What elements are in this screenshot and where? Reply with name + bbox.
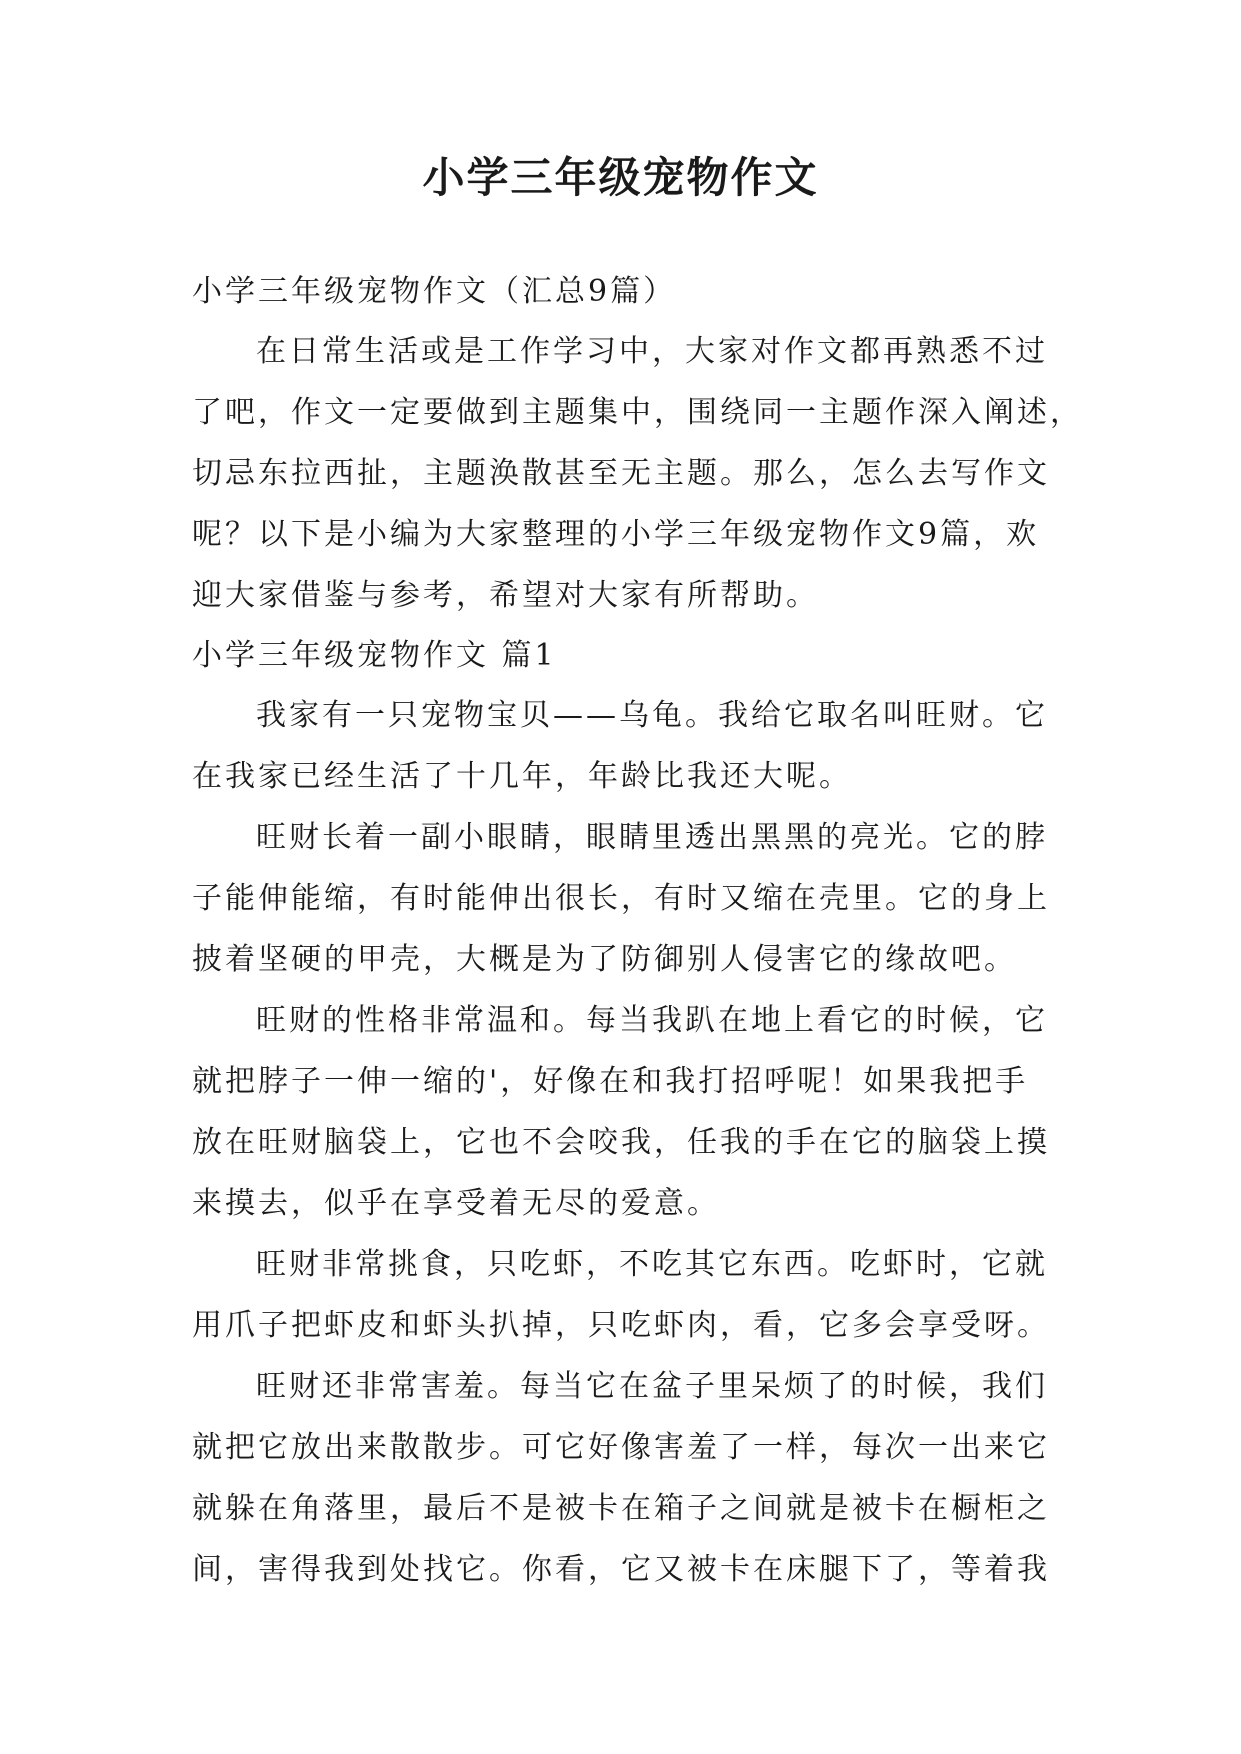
text-line: 就把脖子一伸一缩的'，好像在和我打招呼呢！如果我把手 — [192, 1064, 1029, 1099]
text-line: 旺财非常挑食，只吃虾，不吃其它东西。吃虾时，它就 — [256, 1247, 1048, 1282]
document-subtitle: 小学三年级宠物作文（汇总9篇） — [192, 274, 677, 309]
text-line: 就躲在角落里，最后不是被卡在箱子之间就是被卡在橱柜之 — [192, 1491, 1050, 1526]
text-line: 用爪子把虾皮和虾头扒掉，只吃虾肉，看，它多会享受呀。 — [192, 1308, 1050, 1343]
intro-paragraph — [192, 321, 1083, 626]
text-line: 就把它放出来散散步。可它好像害羞了一样，每次一出来它 — [192, 1430, 1050, 1465]
text-line: 在日常生活或是工作学习中，大家对作文都再熟悉不过 — [256, 334, 1048, 369]
text-line: 切忌东拉西扯，主题涣散甚至无主题。那么，怎么去写作文 — [192, 456, 1050, 491]
paragraph — [192, 1356, 1054, 1600]
paragraph — [192, 1234, 1054, 1356]
text-line: 披着坚硬的甲壳，大概是为了防御别人侵害它的缘故吧。 — [192, 942, 1017, 977]
text-line: 旺财的性格非常温和。每当我趴在地上看它的时候，它 — [256, 1003, 1048, 1038]
text-line: 子能伸能缩，有时能伸出很长，有时又缩在壳里。它的身上 — [192, 881, 1050, 916]
paragraph — [192, 685, 1054, 807]
document-body — [192, 262, 1083, 1600]
text-line: 了吧，作文一定要做到主题集中，围绕同一主题作深入阐述， — [192, 395, 1083, 430]
text-line: 在我家已经生活了十几年，年龄比我还大呢。 — [192, 759, 852, 794]
text-line: 间，害得我到处找它。你看，它又被卡在床腿下了，等着我 — [192, 1552, 1050, 1587]
text-line: 呢？以下是小编为大家整理的小学三年级宠物作文9篇，欢 — [192, 517, 1040, 552]
text-line: 放在旺财脑袋上，它也不会咬我，任我的手在它的脑袋上摸 — [192, 1125, 1050, 1160]
text-line: 我家有一只宠物宝贝——乌龟。我给它取名叫旺财。它 — [256, 698, 1048, 733]
paragraph — [192, 990, 1054, 1234]
paragraph — [192, 807, 1054, 990]
text-line: 旺财还非常害羞。每当它在盆子里呆烦了的时候，我们 — [256, 1369, 1048, 1404]
text-line: 迎大家借鉴与参考，希望对大家有所帮助。 — [192, 578, 819, 613]
document-title: 小学三年级宠物作文 — [422, 153, 819, 202]
section-heading: 小学三年级宠物作文 篇1 — [192, 638, 557, 673]
text-line: 旺财长着一副小眼睛，眼睛里透出黑黑的亮光。它的脖 — [256, 820, 1048, 855]
text-line: 来摸去，似乎在享受着无尽的爱意。 — [192, 1186, 720, 1221]
